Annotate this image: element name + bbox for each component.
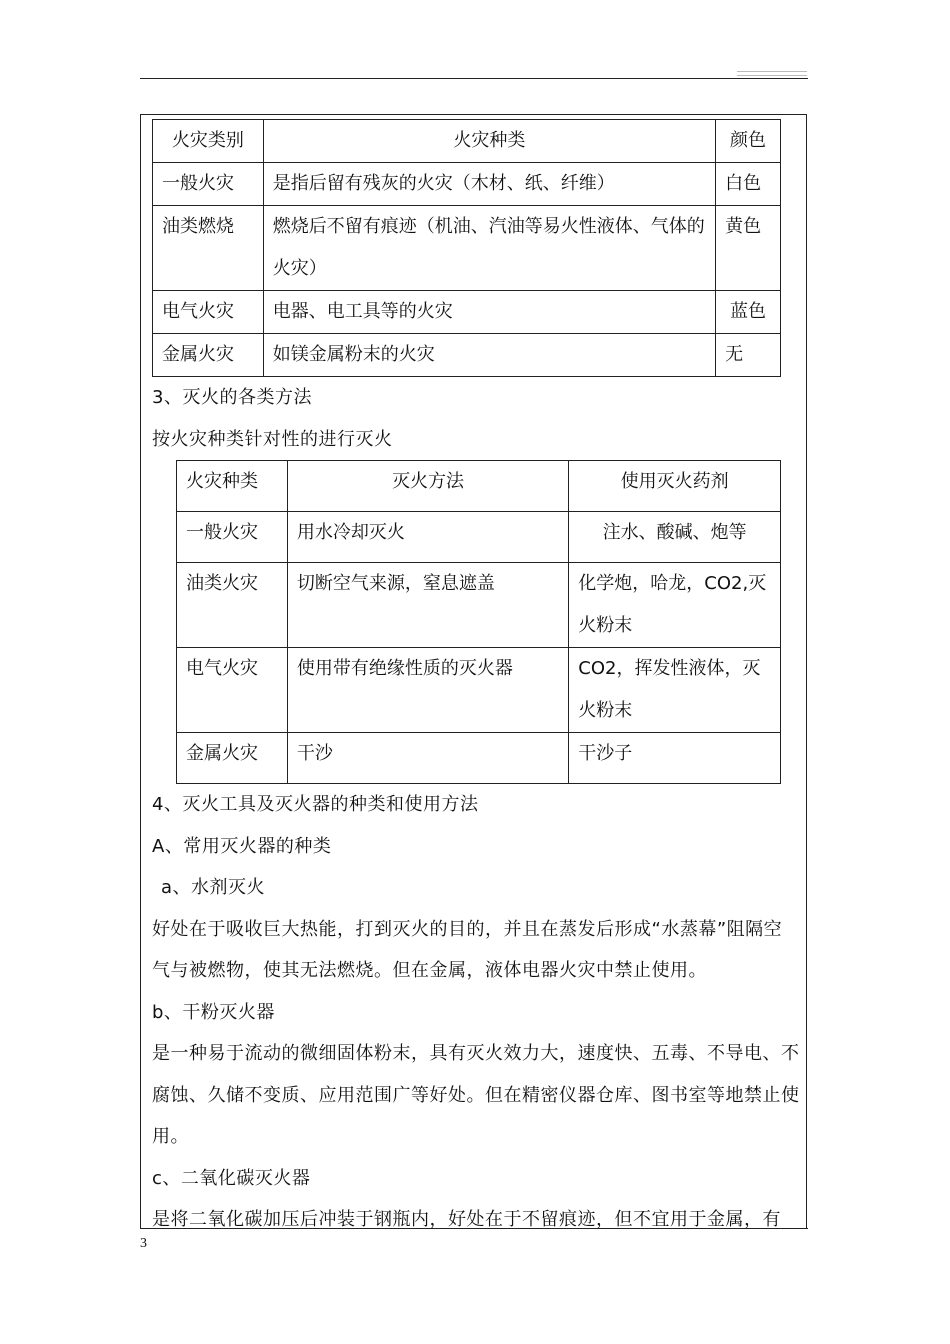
table-cell: CO2，挥发性液体，灭火粉末: [569, 648, 781, 733]
subsection-b-text: 是一种易于流动的微细固体粉末，具有灭火效力大，速度快、五毒、不导电、不腐蚀、久储不变质、应用范围广等好处。但在精密仪器仓库、图书室等地禁止使用。: [152, 1043, 800, 1147]
table-row: [153, 163, 781, 206]
table-cell: 金属火灾: [177, 733, 288, 784]
table-cell: 电器、电工具等的火灾: [263, 291, 715, 334]
table-cell: 使用带有绝缘性质的灭火器: [287, 648, 568, 733]
table-cell: 燃烧后不留有痕迹（机油、汽油等易火性液体、气体的火灾）: [263, 206, 715, 291]
table-cell: 如镁金属粉末的火灾: [263, 334, 715, 377]
table-cell: 金属火灾: [153, 334, 264, 377]
table-cell: 电气火灾: [177, 648, 288, 733]
table-row: [153, 334, 781, 377]
table-header-row: [177, 461, 781, 512]
extinguish-method-table: [176, 460, 781, 784]
section-3-intro: 按火灾种类针对性的进行灭火: [152, 428, 393, 450]
table-cell: 切断空气来源，窒息遮盖: [287, 563, 568, 648]
header-cell: 颜色: [716, 120, 781, 163]
table-row: [177, 733, 781, 784]
section-4-title: 4、灭火工具及灭火器的种类和使用方法: [152, 794, 479, 815]
header-cell: 灭火方法: [287, 461, 568, 512]
table-cell: 一般火灾: [153, 163, 264, 206]
header-cell: 使用灭火药剂: [569, 461, 781, 512]
table-row: [153, 291, 781, 334]
table-row: [153, 206, 781, 291]
table-cell: 干沙: [287, 733, 568, 784]
table-cell: 一般火灾: [177, 512, 288, 563]
table-cell: 干沙子: [569, 733, 781, 784]
section-3-title: 3、灭火的各类方法: [152, 387, 312, 408]
table-cell: 用水冷却灭火: [287, 512, 568, 563]
header-cell: 火灾种类: [263, 120, 715, 163]
table-cell: 黄色: [716, 206, 781, 291]
table-row: [177, 563, 781, 648]
table-cell: 油类燃烧: [153, 206, 264, 291]
table-cell: 白色: [716, 163, 781, 206]
table-cell: 是指后留有残灰的火灾（木材、纸、纤维）: [263, 163, 715, 206]
table-cell: 无: [716, 334, 781, 377]
subsection-c-title: c、二氧化碳灭火器: [152, 1167, 311, 1189]
header-mark: [737, 71, 807, 76]
table-cell: 化学炮，哈龙，CO2,灭火粉末: [569, 563, 781, 648]
header-rule: [140, 78, 808, 79]
subsection-b-title: b、干粉灭火器: [152, 1001, 275, 1023]
table-row: [177, 648, 781, 733]
header-cell: 火灾种类: [177, 461, 288, 512]
header-cell: 火灾类别: [153, 120, 264, 163]
fire-class-table: [152, 119, 781, 377]
page-number: 3: [140, 1236, 147, 1251]
table-header-row: [153, 120, 781, 163]
section-a-title: A、常用灭火器的种类: [152, 835, 332, 857]
subsection-a-title: a、水剂灭火: [161, 877, 266, 898]
table-row: [177, 512, 781, 563]
table-cell: 油类火灾: [177, 563, 288, 648]
subsection-a-text: 好处在于吸收巨大热能，打到灭火的目的，并且在蒸发后形成“水蒸幕”阻隔空气与被燃物，使其无法燃烧。但在金属，液体电器火灾中禁止使用。: [152, 918, 783, 981]
table-cell: 电气火灾: [153, 291, 264, 334]
table-cell: 蓝色: [716, 291, 781, 334]
table-cell: 注水、酸碱、炮等: [569, 512, 781, 563]
page-content: [152, 119, 800, 1241]
subsection-c-text: 是将二氧化碳加压后冲装于钢瓶内，好处在于不留痕迹，但不宜用于金属，有: [152, 1209, 781, 1230]
